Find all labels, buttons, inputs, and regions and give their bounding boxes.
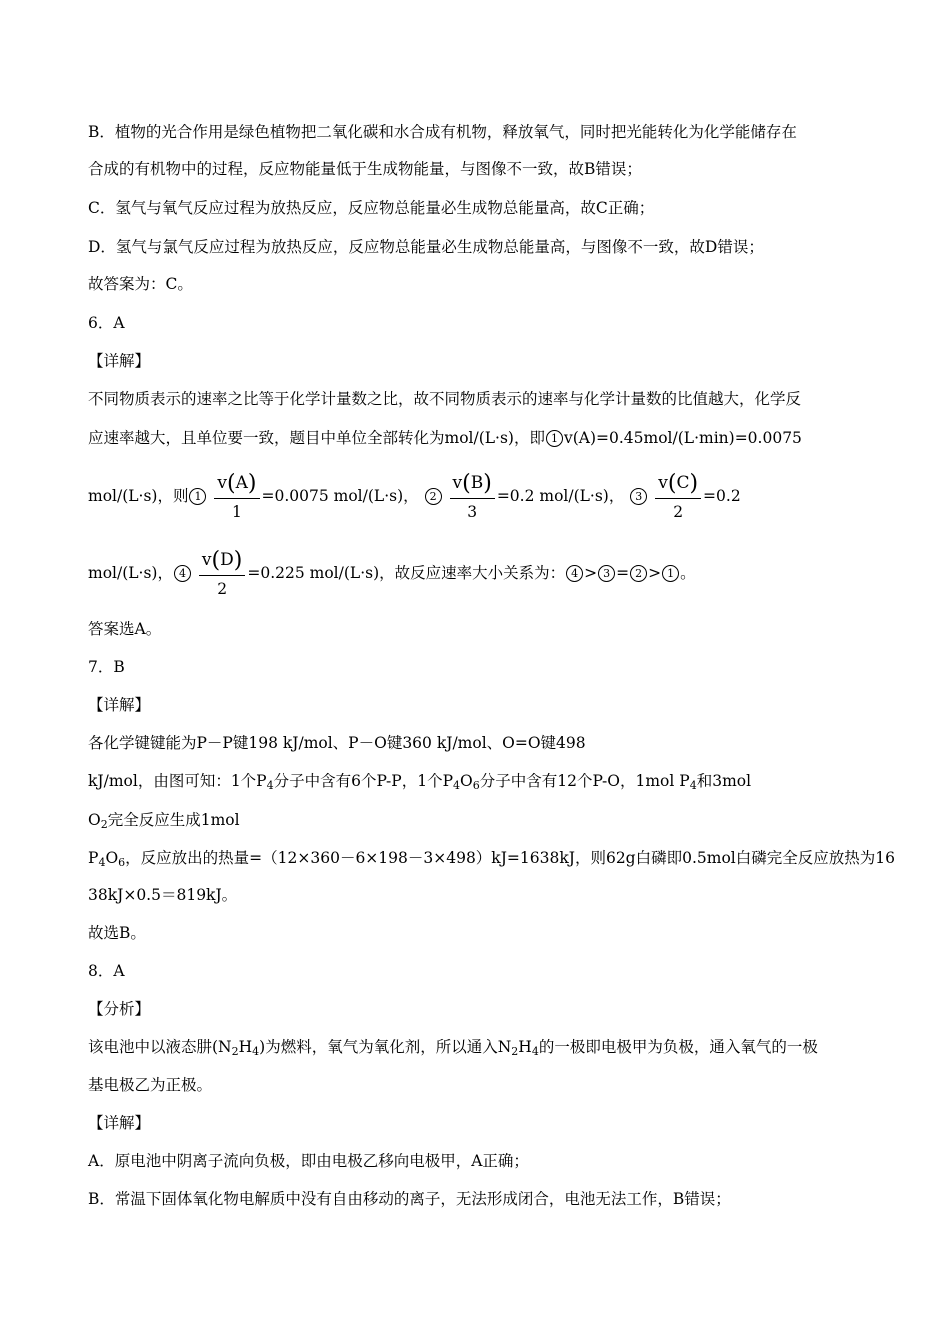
- circled-number: 3: [630, 488, 647, 505]
- fraction-va: $\frac{v(A)}{1}$: [214, 469, 259, 525]
- q8-analysis-tag: 【分析】: [88, 1000, 151, 1018]
- q5-answer: 故答案为：C。: [88, 275, 193, 293]
- circled-number: 4: [174, 565, 191, 582]
- q6-fraction-line1: [88, 468, 741, 525]
- q6-rate-a: v(A)=0.45mol/(L·min)=0.0075: [563, 429, 802, 447]
- q6-explanation-line2: [88, 427, 802, 449]
- fraction-vc: $\frac{v(C)}{2}$: [655, 469, 701, 525]
- q8-heading: 8．A: [88, 962, 125, 980]
- q5-option-c: C．氢气与氧气反应过程为放热反应，反应物总能量必生成物总能量高，故C正确；: [88, 199, 655, 217]
- q6-fraction-line2: mol/(L·s)， 4 $\frac{v(D)}{2}$ =0.225 mol/(L·s)，故反应速率大小关系为： 4 > 3 = 2 > 1 。: [88, 545, 696, 602]
- circled-number: 1: [546, 430, 563, 447]
- q7-line3: $O_2$完全反应生成1mol: [88, 811, 240, 831]
- circled-number: 1: [662, 565, 679, 582]
- fraction-vb: $\frac{v(B)}{3}$: [450, 469, 495, 525]
- fraction-va-value: =0.0075 mol/(L·s)，: [261, 487, 419, 505]
- q7-line4: $P_4O_6$，反应放出的热量=（12×360－6×198－3×498）kJ=1638kJ，则62g白磷即0.5mol白磷完全反应放热为16: [88, 849, 895, 869]
- q8-option-b: B．常温下固体氧化物电解质中没有自由移动的离子，无法形成闭合，电池无法工作，B错误；: [88, 1190, 731, 1208]
- q8-option-a: A．原电池中阴离子流向负极，即由电极乙移向电极甲，A正确；: [88, 1152, 529, 1170]
- q7-detail-tag: 【详解】: [88, 696, 151, 714]
- q7-heading: 7．B: [88, 658, 125, 676]
- fraction-vd-value: =0.225 mol/(L·s)，故反应速率大小关系为：: [247, 564, 566, 582]
- fraction-vc-value: =0.2: [703, 487, 741, 505]
- q6-detail-tag: 【详解】: [88, 352, 151, 370]
- circled-number: 2: [630, 565, 647, 582]
- q5-option-b-line2: 合成的有机物中的过程，反应物能量低于生成物能量，与图像不一致，故B错误；: [88, 160, 642, 178]
- q6-explanation-line1: 不同物质表示的速率之比等于化学计量数之比，故不同物质表示的速率与化学计量数的比值越大，化学反: [88, 390, 802, 408]
- unit-text: mol/(L·s)，则: [88, 487, 189, 505]
- circled-number: 4: [566, 565, 583, 582]
- q7-line5: 38kJ×0.5＝819kJ。: [88, 886, 238, 904]
- q6-heading: 6．A: [88, 314, 125, 332]
- unit-text: mol/(L·s)，: [88, 564, 173, 582]
- fraction-vb-value: =0.2 mol/(L·s)，: [496, 487, 625, 505]
- q7-line2: kJ/mol，由图可知：1个$P_4$分子中含有6个P-P，1个$P_4O_6$分子中含有12个P-O，1mol $P_4$和3mol: [88, 772, 752, 792]
- circled-number: 3: [598, 565, 615, 582]
- q6-answer: 答案选A。: [88, 620, 162, 638]
- q8-detail-tag: 【详解】: [88, 1114, 151, 1132]
- q7-line1: 各化学键键能为P－P键198 kJ/mol、P－O键360 kJ/mol、O=O键498: [88, 734, 586, 752]
- q8-analysis-line1: 该电池中以液态肼$(N_2H_4)$为燃料，氧气为氧化剂，所以通入$N_2H_4$的一极即电极甲为负极，通入氧气的一极: [88, 1038, 818, 1058]
- q5-option-d: D．氢气与氯气反应过程为放热反应，反应物总能量必生成物总能量高，与图像不一致，故D错误；: [88, 238, 764, 256]
- q7-answer: 故选B。: [88, 924, 146, 942]
- circled-number: 2: [425, 488, 442, 505]
- fraction-vd: $\frac{v(D)}{2}$: [199, 546, 245, 602]
- q8-analysis-line2: 基电极乙为正极。: [88, 1076, 213, 1094]
- circled-number: 1: [189, 488, 206, 505]
- q5-option-b-line1: B．植物的光合作用是绿色植物把二氧化碳和水合成有机物，释放氧气，同时把光能转化为化学能储存在: [88, 123, 797, 141]
- q6-line2-text: 应速率越大，且单位要一致，题目中单位全部转化为mol/(L·s)，即: [88, 429, 545, 447]
